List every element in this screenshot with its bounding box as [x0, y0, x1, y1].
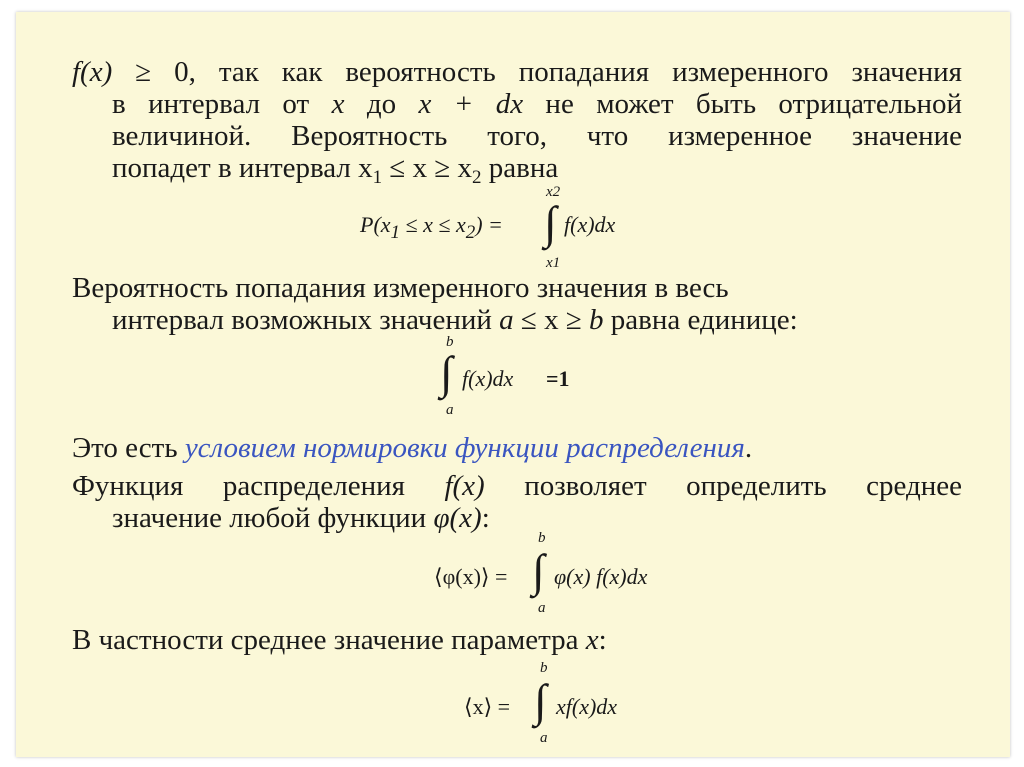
fx-symbol: f(x) — [72, 56, 113, 88]
p4-line1: Функция распределения f(x) позволяет определить среднее — [72, 470, 962, 502]
integral-sign: ∫ — [532, 545, 545, 596]
integrand: f(x)dx — [462, 366, 514, 391]
integrand: φ(x) f(x)dx — [554, 564, 648, 589]
integrand: xf(x)dx — [556, 694, 618, 719]
paragraph-total-probability — [72, 272, 962, 336]
p1-line2: в интервал от x до x + dx не может быть отрицательной — [112, 88, 963, 120]
p2-line1: Вероятность попадания измеренного значения в весь — [72, 272, 729, 304]
p1-line1: ≥ 0, так как вероятность попадания измеренного значения — [112, 56, 962, 88]
paragraph-mean-x: В частности среднее значение параметра x: — [72, 624, 607, 656]
p2-line2: интервал возможных значений a ≤ x ≥ b равна единице: — [112, 304, 798, 336]
integral-lower-limit: x1 — [546, 255, 561, 271]
p1-line3: величиной. Вероятность того, что измеренное значение — [112, 120, 962, 152]
mean-x-lhs: ⟨x⟩ = — [464, 694, 511, 719]
integral-lower-limit: a — [540, 730, 548, 746]
integral-upper-limit: b — [446, 334, 454, 350]
normalization-result: =1 — [546, 366, 570, 391]
mean-phi-lhs: ⟨φ(x)⟩ = — [434, 564, 508, 589]
paragraph-normalization-condition: Это есть условием нормировки функции распределения. — [72, 432, 753, 464]
formula-mean-x — [464, 658, 684, 750]
integral-sign: ∫ — [544, 197, 557, 248]
integral-lower-limit: a — [538, 600, 546, 616]
normalization-condition-term: условием нормировки функции распределения — [184, 432, 745, 464]
integral-upper-limit: b — [540, 660, 548, 676]
slide — [16, 12, 1010, 757]
formula-mean-phi — [434, 528, 714, 620]
formula-normalization — [436, 334, 616, 422]
integral-sign: ∫ — [440, 347, 453, 398]
integral-sign: ∫ — [534, 675, 547, 726]
integral-upper-limit: x2 — [546, 184, 561, 200]
integrand: f(x)dx — [564, 212, 616, 237]
paragraph-mean-value — [72, 470, 962, 534]
formula-interval-probability: $P(x_1 \le x \le x_2)$ = x2 ∫ x1 f(x)dx — [360, 184, 616, 271]
p4-line2: значение любой функции φ(x): — [112, 502, 490, 534]
integral-lower-limit: a — [446, 402, 454, 418]
p1-line4: попадет в интервал $x_1 \le x \ge x_2$ равна — [112, 152, 559, 188]
paragraph-density-nonnegative — [72, 56, 963, 188]
integral-upper-limit: b — [538, 530, 546, 546]
